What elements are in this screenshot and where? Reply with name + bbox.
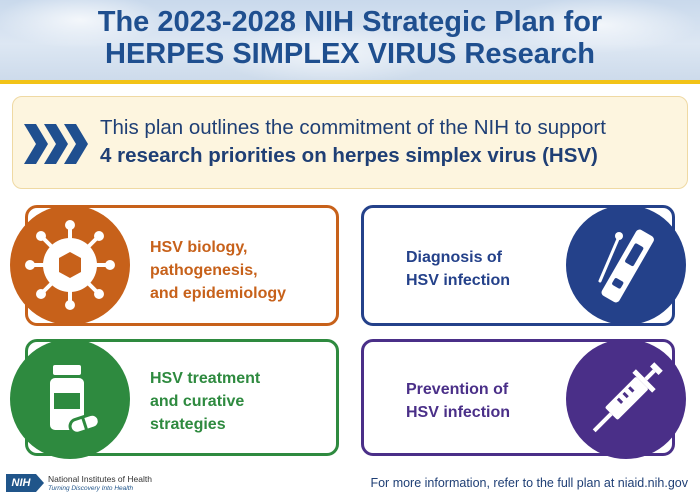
priority-label-line: strategies (150, 416, 226, 433)
chevron-right-icon (24, 124, 88, 164)
priority-label-line: and curative (150, 393, 245, 410)
priority-label-line: HSV biology, (150, 239, 248, 256)
virus-icon-badge (10, 205, 130, 325)
priority-label-line: HSV treatment (150, 370, 261, 387)
header-banner (0, 0, 700, 80)
intro-statement (100, 114, 680, 170)
footer-note: For more information, refer to the full plan at niaid.nih.gov (370, 476, 688, 490)
syringe-icon-badge (566, 339, 686, 459)
priority-label-line: HSV infection (406, 404, 511, 421)
nih-tagline: Turning Discovery Into Health (48, 485, 134, 492)
priority-label-line: pathogenesis, (150, 262, 258, 279)
intro-line-1: This plan outlines the commitment of the NIH to support (100, 116, 606, 139)
priority-label-line: Prevention of (406, 381, 509, 398)
header-divider (0, 80, 700, 84)
priority-label-biology (150, 236, 286, 305)
priority-label-diagnosis (406, 246, 510, 292)
priority-label-line: and epidemiology (150, 285, 287, 302)
title-line-2: HERPES SIMPLEX VIRUS Research (105, 38, 595, 70)
virus-icon (10, 205, 130, 325)
priority-label-line: HSV infection (406, 272, 511, 289)
priority-label-prevention (406, 378, 510, 424)
medicine-bottle-icon-badge (10, 339, 130, 459)
diagnostic-test-icon-badge (566, 205, 686, 325)
title-line-1: The 2023-2028 NIH Strategic Plan for (97, 6, 603, 38)
priority-label-treatment (150, 367, 260, 436)
nih-logo (6, 472, 166, 496)
nih-name: National Institutes of Health (48, 474, 152, 484)
priority-label-line: Diagnosis of (406, 249, 503, 266)
nih-badge: NIH (6, 474, 36, 492)
syringe-icon (566, 339, 686, 459)
intro-line-2: 4 research priorities on herpes simplex virus (HSV) (100, 144, 598, 167)
diagnostic-test-icon (566, 205, 686, 325)
medicine-bottle-icon (10, 339, 130, 459)
page-title (0, 6, 700, 70)
